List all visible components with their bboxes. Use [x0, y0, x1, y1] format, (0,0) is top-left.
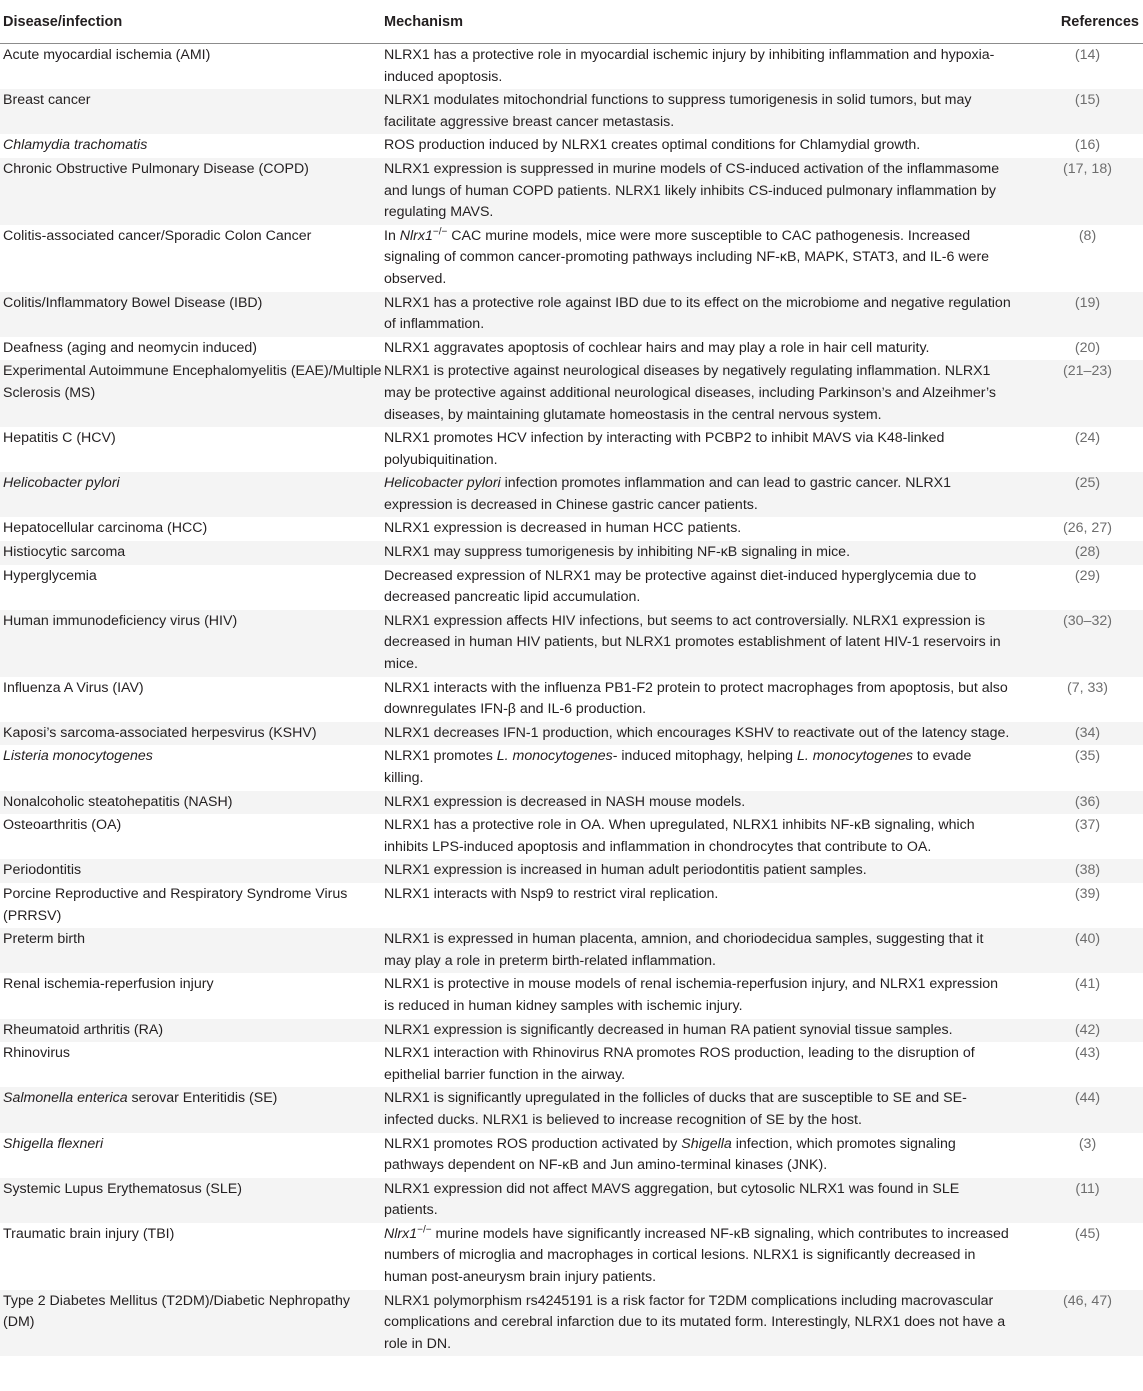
mechanism-cell: ROS production induced by NLRX1 creates optimal conditions for Chlamydial growth. [384, 137, 921, 154]
mechanism-cell: NLRX1 is protective in mouse models of renal ischemia-reperfusion injury, and NLRX1 expression is reduced in human kidney samples with ischemic injury. [384, 976, 999, 1014]
references-cell: (24) [1074, 430, 1101, 447]
table-row [0, 292, 1143, 337]
mechanism-cell: NLRX1 promotes L. monocytogenes- induced mitophagy, helping L. monocytogenes to evade killing. [384, 748, 972, 786]
references-cell: (43) [1074, 1045, 1101, 1062]
mechanism-cell: Helicobacter pylori infection promotes inflammation and can lead to gastric cancer. NLRX1 expression is decreased in Chinese gastric cancer patients. [384, 475, 951, 513]
disease-cell: Colitis-associated cancer/Sporadic Colon Cancer [3, 227, 312, 244]
references-cell: (3) [1078, 1135, 1097, 1152]
mechanism-cell: NLRX1 may suppress tumorigenesis by inhibiting NF-κB signaling in mice. [384, 544, 851, 561]
mechanism-cell: NLRX1 expression did not affect MAVS aggregation, but cytosolic NLRX1 was found in SLE patients. [384, 1180, 960, 1219]
references-cell: (28) [1074, 544, 1101, 561]
table-row [0, 928, 1143, 973]
table-row [0, 1290, 1143, 1357]
disease-cell: Nonalcoholic steatohepatitis (NASH) [3, 793, 233, 810]
disease-cell: Kaposi’s sarcoma-associated herpesvirus (KSHV) [3, 724, 317, 741]
disease-cell: Rheumatoid arthritis (RA) [3, 1021, 164, 1038]
disease-cell: Colitis/Inflammatory Bowel Disease (IBD) [3, 294, 263, 311]
disease-cell: Shigella flexneri [3, 1135, 104, 1152]
mechanism-cell: NLRX1 is expressed in human placenta, amnion, and choriodecidua samples, suggesting that it may play a role in preterm birth-related inflammation. [384, 931, 984, 969]
table-header [0, 0, 1143, 44]
mechanism-cell: NLRX1 expression is suppressed in murine models of CS-induced activation of the inflammasome and lungs of human COPD patients. NLRX1 likely inhibits CS-induced pulmonary inflammation by regulating MAVS. [384, 160, 1000, 221]
references-cell: (15) [1074, 92, 1101, 109]
references-cell: (21–23) [1063, 363, 1112, 380]
mechanism-cell: Nlrx1−/− murine models have significantly increased NF-κB signaling, which contributes to increased numbers of microglia and macrophages in cortical lesions. NLRX1 is significantly decreased in human post-aneurysm brain injury patients. [384, 1224, 1009, 1286]
disease-cell: Helicobacter pylori [3, 475, 120, 492]
references-cell: (45) [1074, 1225, 1101, 1242]
table-row [0, 883, 1143, 928]
disease-cell: Periodontitis [3, 862, 82, 879]
references-cell: (39) [1074, 885, 1101, 902]
table-body [0, 44, 1143, 1356]
table-row [0, 791, 1143, 815]
mechanism-cell: NLRX1 promotes ROS production activated by Shigella infection, which promotes signaling pathways dependent on NF-κB and Jun amino-terminal kinases (JNK). [384, 1135, 956, 1174]
header-references: References [1060, 13, 1139, 30]
mechanism-cell: In Nlrx1−/− CAC murine models, mice were more susceptible to CAC pathogenesis. Increased signaling of common cancer-promoting pathways including NF-κB, MAPK, STAT3, and IL-6 were observed. [384, 226, 990, 287]
references-cell: (42) [1074, 1021, 1101, 1038]
table-row [0, 1223, 1143, 1290]
disease-cell: Hyperglycemia [3, 567, 97, 584]
mechanism-cell: NLRX1 promotes HCV infection by interacting with PCBP2 to inhibit MAVS via K48-linked polyubiquitination. [384, 430, 945, 468]
references-cell: (11) [1075, 1180, 1100, 1197]
references-cell: (7, 33) [1066, 679, 1108, 696]
table-row [0, 158, 1143, 225]
disease-cell: Deafness (aging and neomycin induced) [3, 339, 257, 356]
disease-cell: Hepatitis C (HCV) [3, 430, 116, 447]
table-row [0, 89, 1143, 134]
header-mechanism: Mechanism [384, 13, 463, 30]
disease-cell: Porcine Reproductive and Respiratory Syndrome Virus (PRRSV) [3, 885, 348, 924]
mechanism-cell: NLRX1 expression is decreased in human HCC patients. [384, 520, 742, 537]
table-row [0, 427, 1143, 472]
disease-cell: Preterm birth [3, 931, 85, 948]
table-row [0, 44, 1143, 89]
disease-cell: Chlamydia trachomatis [3, 137, 148, 154]
references-cell: (30–32) [1063, 612, 1112, 629]
table-row [0, 541, 1143, 565]
disease-cell: Influenza A Virus (IAV) [3, 679, 144, 696]
references-cell: (25) [1074, 475, 1101, 492]
mechanism-cell: NLRX1 decreases IFN-1 production, which encourages KSHV to reactivate out of the latency stage. [384, 724, 1010, 741]
references-cell: (29) [1074, 567, 1101, 584]
table-row [0, 1178, 1143, 1223]
disease-cell: Chronic Obstructive Pulmonary Disease (COPD) [3, 160, 309, 177]
table-row [0, 677, 1143, 722]
table-row [0, 1042, 1143, 1087]
mechanism-cell: NLRX1 interacts with the influenza PB1-F2 protein to protect macrophages from apoptosis, but also downregulates IFN-β and IL-6 production. [384, 679, 1008, 718]
table-row [0, 859, 1143, 883]
references-cell: (16) [1074, 137, 1101, 154]
mechanism-cell: NLRX1 modulates mitochondrial functions to suppress tumorigenesis in solid tumors, but may facilitate aggressive breast cancer metastasis. [384, 92, 972, 130]
mechanism-cell: NLRX1 expression affects HIV infections, but seems to act controversially. NLRX1 expression is decreased in human HIV patients, but NLRX1 promotes establishment of latent HIV-1 reservoirs in mice. [384, 612, 1001, 673]
table-row [0, 745, 1143, 790]
references-cell: (40) [1074, 931, 1101, 948]
mechanism-cell: NLRX1 expression is significantly decreased in human RA patient synovial tissue samples. [384, 1021, 953, 1038]
disease-cell: Breast cancer [3, 92, 91, 109]
mechanism-cell: NLRX1 has a protective role in myocardial ischemic injury by inhibiting inflammation and hypoxia-induced apoptosis. [384, 47, 995, 85]
references-cell: (41) [1074, 976, 1101, 993]
table-row [0, 1133, 1143, 1178]
disease-cell: Renal ischemia-reperfusion injury [3, 976, 214, 993]
references-cell: (46, 47) [1063, 1292, 1112, 1309]
mechanism-cell: NLRX1 interaction with Rhinovirus RNA promotes ROS production, leading to the disruption of epithelial barrier function in the airway. [384, 1045, 975, 1083]
disease-cell: Salmonella enterica serovar Enteritidis (SE) [3, 1090, 278, 1107]
table-row [0, 973, 1143, 1018]
references-cell: (37) [1074, 817, 1101, 834]
references-cell: (34) [1074, 724, 1101, 741]
mechanism-cell: NLRX1 is significantly upregulated in the follicles of ducks that are susceptible to SE and SE-infected ducks. NLRX1 is believed to increase recognition of SE by the host. [384, 1090, 967, 1128]
mechanism-cell: NLRX1 is protective against neurological diseases by negatively regulating inflammation. NLRX1 may be protective against additional neurological diseases, including Parkinson’s and Alzeihmer’s diseases, by maintaining glutamate homeostasis in the central nervous system. [384, 363, 997, 423]
table-row [0, 814, 1143, 859]
mechanism-cell: NLRX1 expression is increased in human adult periodontitis patient samples. [384, 862, 867, 879]
disease-cell: Traumatic brain injury (TBI) [3, 1225, 175, 1242]
table-row [0, 1019, 1143, 1043]
mechanism-cell: NLRX1 aggravates apoptosis of cochlear hairs and may play a role in hair cell maturity. [384, 339, 930, 356]
table-row [0, 472, 1143, 517]
mechanism-cell: NLRX1 has a protective role against IBD due to its effect on the microbiome and negative regulation of inflammation. [384, 294, 1011, 333]
references-cell: (26, 27) [1063, 520, 1112, 537]
table-row [0, 225, 1143, 292]
mechanism-cell: NLRX1 polymorphism rs4245191 is a risk factor for T2DM complications including macrovascular complications and cerebral infarction due to its mutated form. Interestingly, NLRX1 does not have a role in DN. [384, 1292, 1006, 1352]
table-row [0, 1087, 1143, 1132]
table-row [0, 134, 1143, 158]
disease-cell: Human immunodeficiency virus (HIV) [3, 612, 238, 629]
table-row [0, 337, 1143, 361]
references-cell: (17, 18) [1063, 160, 1112, 177]
mechanism-cell: NLRX1 expression is decreased in NASH mouse models. [384, 793, 746, 810]
header-disease: Disease/infection [3, 13, 123, 30]
table-row [0, 565, 1143, 610]
disease-cell: Hepatocellular carcinoma (HCC) [3, 520, 208, 537]
disease-cell: Acute myocardial ischemia (AMI) [3, 47, 211, 63]
disease-cell: Systemic Lupus Erythematosus (SLE) [3, 1180, 242, 1197]
references-cell: (20) [1074, 339, 1101, 356]
references-cell: (8) [1078, 227, 1097, 244]
table-row [0, 360, 1143, 427]
disease-cell: Type 2 Diabetes Mellitus (T2DM)/Diabetic Nephropathy (DM) [3, 1292, 350, 1331]
references-cell: (35) [1074, 748, 1101, 765]
mechanism-cell: NLRX1 has a protective role in OA. When upregulated, NLRX1 inhibits NF-κB signaling, which inhibits LPS-induced apoptosis and inflammation in chondrocytes that contribute to OA. [384, 817, 975, 855]
disease-cell: Listeria monocytogenes [3, 748, 153, 765]
disease-cell: Experimental Autoimmune Encephalomyelitis (EAE)/Multiple Sclerosis (MS) [3, 363, 382, 401]
table-row [0, 610, 1143, 677]
mechanism-cell: NLRX1 interacts with Nsp9 to restrict viral replication. [384, 885, 719, 902]
references-cell: (44) [1074, 1090, 1101, 1107]
references-cell: (38) [1074, 862, 1101, 879]
references-cell: (19) [1074, 294, 1101, 311]
references-cell: (14) [1074, 47, 1101, 63]
table-row [0, 517, 1143, 541]
table-row [0, 722, 1143, 746]
mechanism-cell: Decreased expression of NLRX1 may be protective against diet-induced hyperglycemia due to decreased pancreatic lipid accumulation. [384, 567, 977, 606]
disease-cell: Histiocytic sarcoma [3, 544, 126, 561]
disease-cell: Osteoarthritis (OA) [3, 817, 122, 834]
disease-cell: Rhinovirus [3, 1045, 71, 1062]
references-cell: (36) [1074, 793, 1101, 810]
